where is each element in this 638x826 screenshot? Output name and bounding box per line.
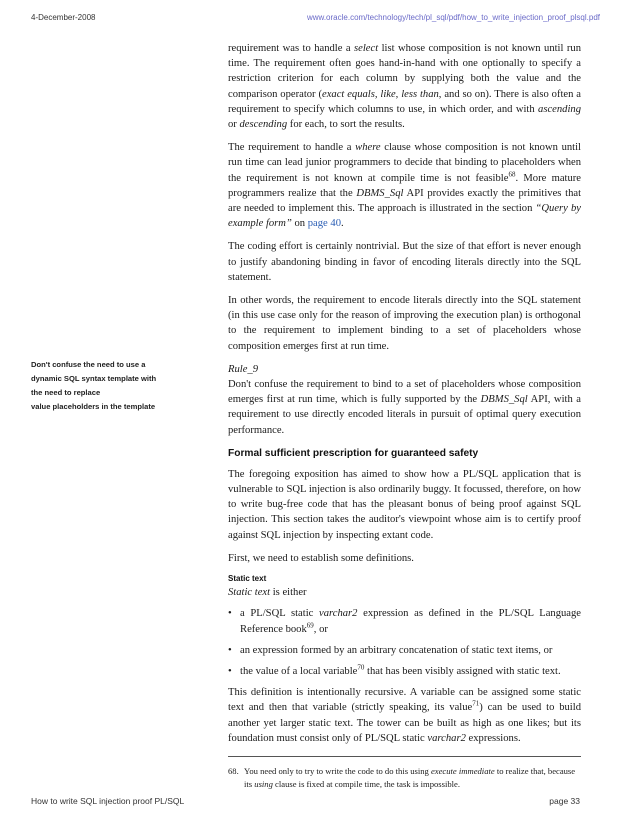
footnote-ref[interactable]: 71 — [472, 699, 480, 708]
italic-term: varchar2 — [427, 732, 466, 744]
footnote-ref[interactable]: 70 — [357, 663, 365, 672]
main-column — [228, 41, 581, 791]
italic-term: execute immediate — [430, 765, 495, 776]
footnote-divider — [228, 756, 581, 757]
text-run: on — [291, 218, 308, 230]
list-item — [228, 643, 581, 658]
text-run: Don't confuse the requirement to bind to a set of placeholders whose composition emerges first at run time, which is fully supported by the — [228, 379, 581, 406]
footnote-number: 68. — [228, 765, 239, 776]
subsection-heading: Static text — [228, 574, 267, 584]
rule-block — [228, 362, 581, 438]
bullet-icon: • — [228, 665, 232, 677]
list-item-text: an expression formed by an arbitrary concatenation of static text items, or — [240, 644, 553, 656]
footer-page-number: page 33 — [549, 796, 580, 806]
rule-label: Rule_9 — [228, 363, 259, 375]
text-run: The requirement to handle a — [228, 142, 356, 154]
italic-term: exact equals, like, less than — [322, 88, 439, 100]
italic-term: varchar2 — [319, 608, 358, 620]
bullet-icon: • — [228, 644, 232, 656]
text-run: clause whose composition is not known until run time can lead junior programmers to decide that binding to placeholders when the requirement is not known at compile time is not feasible — [228, 142, 582, 184]
paragraph-where-clause — [228, 140, 581, 231]
text-run: , and so on). There is also often a requirement to specify which columns to use, in which order, and with — [228, 88, 581, 115]
footnote-ref[interactable]: 69 — [306, 620, 314, 629]
text-run: that has been visibly assigned with static text. — [364, 665, 561, 677]
margin-note — [31, 358, 191, 414]
italic-term: ascending — [538, 103, 581, 115]
paragraph-foregoing: The foregoing exposition has aimed to show how a PL/SQL application that is vulnerable to SQL injection is also ordinarily buggy. It focussed, therefore, on how to write bug-free code that has the pleasant bonus of being proof against SQL injection. This section takes the auditor's viewpoint whose aim is to certify proof against SQL injection by inspecting extant code. — [228, 468, 581, 541]
text-run: the value of a local variable — [240, 665, 358, 677]
paragraph-definitions: First, we need to establish some definitions. — [228, 552, 414, 564]
text-run: is either — [270, 587, 307, 599]
italic-term: Static text — [228, 587, 271, 599]
text-run: . — [341, 218, 344, 230]
paragraph-other-words: In other words, the requirement to encode literals directly into the SQL statement (in this use case only for the reason of improving the execution plan) is orthogonal to the requirement to implement binding to a set of placeholders whose composition emerges first at run time. — [228, 295, 581, 352]
section-heading: Formal sufficient prescription for guaranteed safety — [228, 447, 479, 459]
list-item — [228, 664, 581, 679]
text-run: expression as defined in the PL/SQL Language Reference book — [240, 608, 582, 635]
list-item-text — [240, 606, 581, 636]
italic-term: descending — [239, 119, 288, 131]
paragraph-select-list — [228, 41, 581, 132]
text-run: requirement was to handle a — [228, 43, 355, 54]
margin-note-line: value placeholders in the template — [31, 402, 156, 411]
list-item-text — [240, 664, 581, 679]
footnote-ref[interactable]: 68 — [508, 170, 516, 179]
text-run: clause is fixed at compile time, the task is impossible. — [272, 778, 461, 789]
list-item — [228, 606, 581, 636]
paragraph-recursive — [228, 685, 581, 746]
italic-term: DBMS_Sql — [480, 394, 528, 406]
bullet-icon: • — [228, 608, 232, 620]
text-run: This definition is intentionally recursive. A variable can be assigned some static text and then that variable (strictly speaking, its value — [228, 687, 581, 714]
text-run: ) can be used to build another yet larger static text. The tower can be built as high as one likes; but its foundation must consist only of PL/SQL static — [228, 702, 581, 744]
margin-note-line: dynamic SQL syntax template with — [31, 374, 157, 383]
italic-term: select — [354, 43, 379, 54]
text-run: list whose composition is not known until run time. The requirement often goes hand-in-hand with one optionally to specify a restriction criterion for each column by supplying both the value and the comparison operator ( — [228, 43, 582, 100]
paragraph-static-text-def — [228, 585, 581, 600]
rule-text — [228, 377, 581, 438]
italic-term: where — [355, 142, 381, 154]
footer-title: How to write SQL injection proof PL/SQL — [31, 796, 185, 806]
text-run: expressions. — [465, 732, 521, 744]
footnote — [228, 765, 581, 791]
paragraph-coding-effort: The coding effort is certainly nontrivial. But the size of that effort is never enough to justify abandoning binding in favor of encoding literals directly into the SQL statement. — [228, 241, 581, 283]
margin-note-line: Don't confuse the need to use a — [31, 360, 146, 369]
text-run: a PL/SQL static — [240, 608, 320, 620]
text-run: to realize that, because its — [244, 765, 576, 789]
italic-term: DBMS_Sql — [356, 187, 404, 199]
text-run: , or — [313, 623, 328, 635]
footnote-text — [244, 765, 581, 791]
text-run: for each, to sort the results. — [287, 119, 405, 131]
italic-term: “Query by example form” — [228, 203, 581, 230]
text-run: API provides exactly the primitives that are needed to implement this. The approach is illustrated in the section — [228, 187, 582, 215]
header-url[interactable]: www.oracle.com/technology/tech/pl_sql/pdf/how_to_write_injection_proof_plsql.pdf — [306, 13, 600, 22]
page-link[interactable]: page 40 — [307, 218, 341, 230]
margin-note-line: the need to replace — [31, 388, 101, 397]
text-run: API, with a requirement to use directly encoded literals in pursuit of optimal query execution performance. — [228, 394, 581, 436]
header-date: 4-December-2008 — [31, 13, 96, 22]
text-run: . More mature programmers realize that the — [228, 172, 581, 199]
italic-term: using — [254, 778, 273, 789]
text-run: or — [228, 119, 240, 131]
text-run: You need only to try to write the code to do this using — [244, 765, 431, 776]
